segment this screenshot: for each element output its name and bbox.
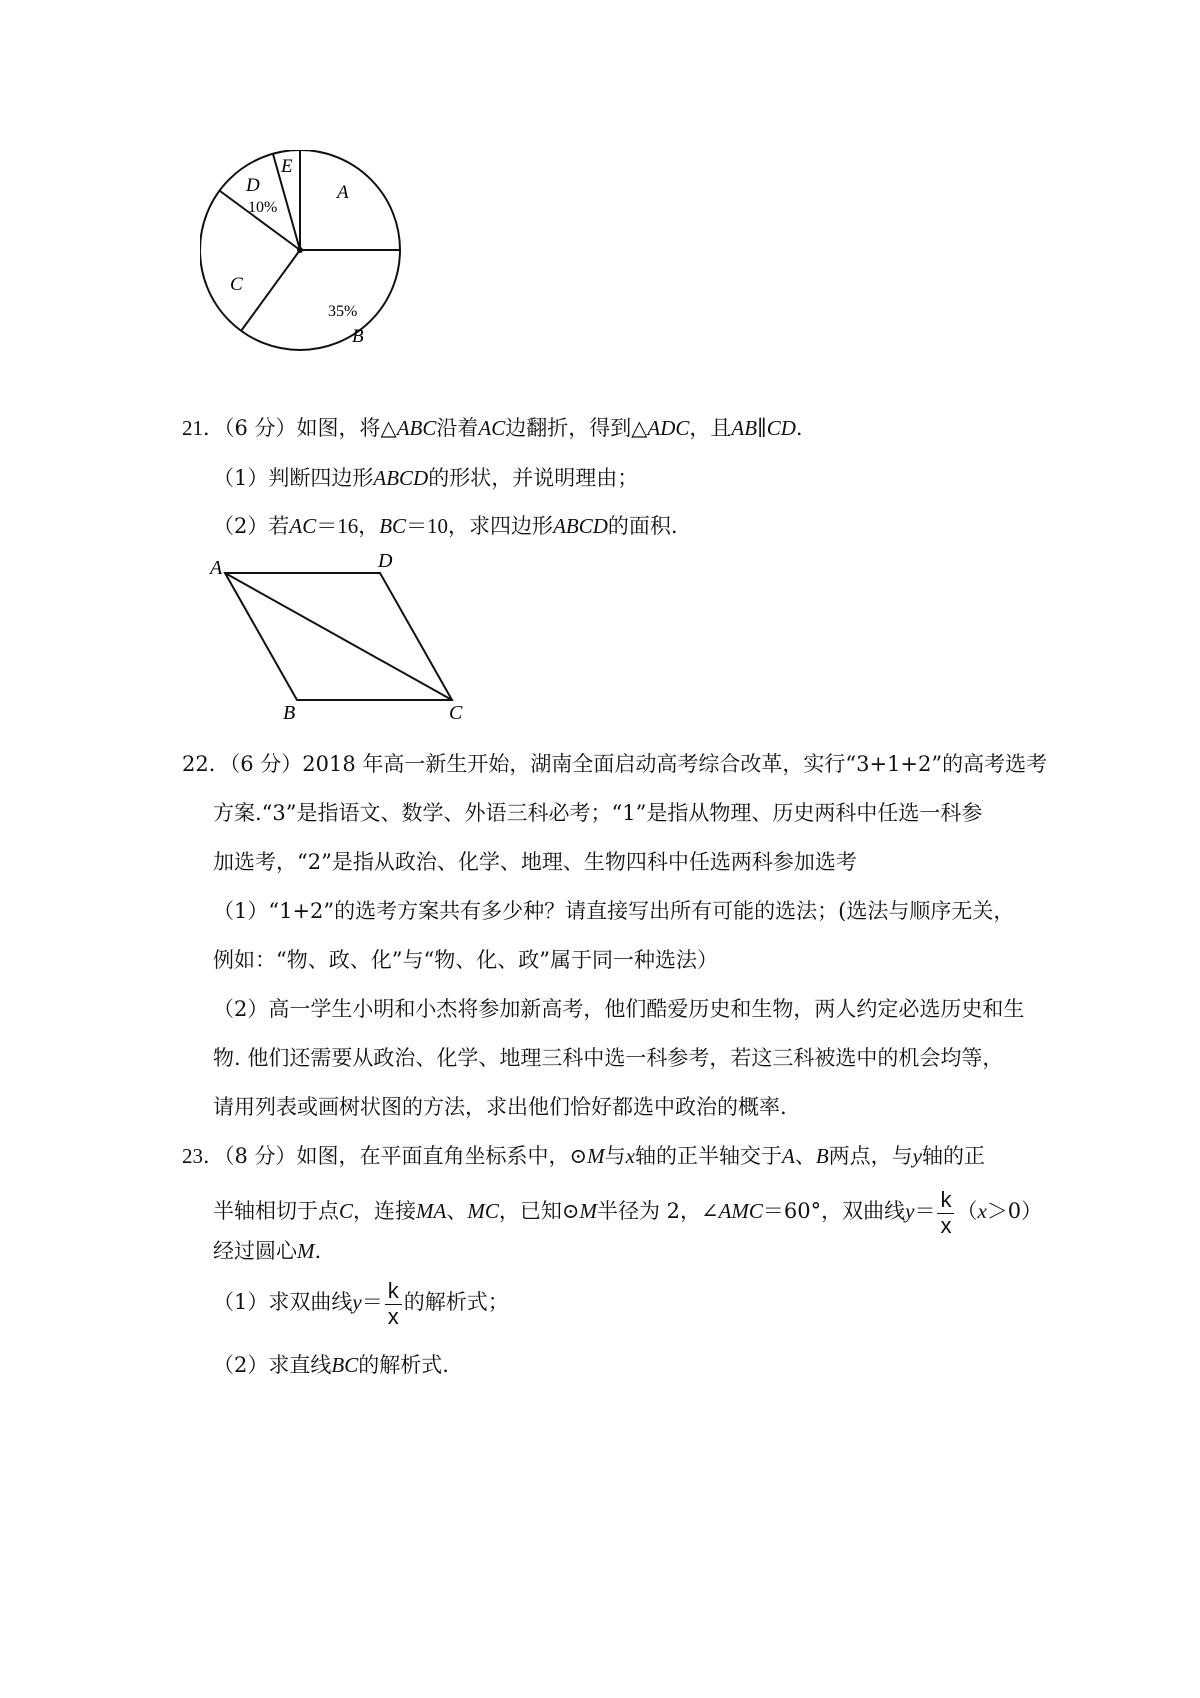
q23-m: M [587,1144,605,1168]
q23-l2-f: ＝60°，双曲线 [762,1199,906,1223]
q23-fraction [937,1187,954,1238]
q23-amc: AMC [718,1199,763,1223]
pie-center-dot [297,247,303,253]
q22-line2: 方案.“3”是指语文、数学、外语三科必考；“1”是指从物理、历史两科中任选一科参 [213,801,983,825]
vertex-d-label: D [378,550,393,572]
q23-l3-b: . [314,1239,322,1263]
q23-c: C [339,1199,354,1223]
q23-l2-e: 半径为 2，∠ [596,1199,719,1223]
q22-part1-line2: 例如：“物、政、化”与“物、化、政”属于同一种选法） [213,948,718,972]
q23-cond-x: x [977,1199,987,1223]
q23-text-a: 如图，在平面直角坐标系中，⊙ [296,1144,588,1168]
q22-line1: 22．（6 分）2018 年高一新生开始，湖南全面启动高考综合改革，实行“3+1+2”的高考选考 [182,752,1048,776]
q21-part2-ac: AC [289,514,317,538]
q21-stem-text-2: 沿着 [436,416,479,440]
q23-p1-prefix: （1）求双曲线 [213,1290,353,1314]
q23-part1-fraction-numerator: k [385,1278,402,1305]
q21-part1 [213,462,638,492]
q23-text-d: 、 [794,1144,816,1168]
q23-text-c: 轴的正半轴交于 [634,1144,782,1168]
q21-ac: AC [478,416,506,440]
q22-line3: 加选考，“2”是指从政治、化学、地理、生物四科中任选两科参加选考 [213,850,857,874]
pie-label-e: E [281,156,293,177]
q21-abc: ABC [396,416,437,440]
q23-score: （8 分） [224,1144,297,1168]
q23-text-b: 与 [604,1144,626,1168]
q23-l2-c: 、 [446,1199,468,1223]
q23-fraction-denominator: x [940,1213,952,1238]
pie-label-b: B [352,326,364,347]
q23-p2-suffix: 的解析式. [358,1353,449,1377]
q21-stem [182,412,803,442]
pie-pct-d: 10% [248,199,278,216]
q23-cond-rest: ＞0） [986,1199,1043,1223]
q21-adc: ADC [647,416,690,440]
q23-mc: MC [467,1199,499,1223]
q21-part2-prefix: （2）若 [213,514,290,538]
q23-l3-a: 经过圆心 [213,1239,297,1263]
q21-stem-text: 如图，将△ [296,416,397,440]
pie-label-c: C [230,274,243,295]
q23-m-3: M [297,1239,315,1263]
q21-stem-text-3: 边翻折，得到△ [505,416,648,440]
q23-line3 [213,1235,321,1265]
q23-p2-prefix: （2）求直线 [213,1353,332,1377]
q21-part1-suffix: 的形状，并说明理由； [428,466,639,490]
q23-cond-open: （ [956,1199,978,1223]
pie-line-bc [241,250,300,331]
q21-stem-text-5: . [795,416,803,440]
q22-part2-line2: 物. 他们还需要从政治、化学、地理三科中选一科参考，若这三科被选中的机会均等， [213,1046,1004,1070]
q23-a: A [781,1144,795,1168]
q23-number: 23． [182,1144,224,1168]
q21-number: 21． [182,416,224,440]
q23-y: y [912,1144,922,1168]
pie-figure [200,150,440,380]
pie-pct-b: 35% [328,303,358,320]
q23-text-f: 轴的正 [921,1144,985,1168]
q22-part2-line1: （2）高一学生小明和小杰将参加新高考，他们酷爱历史和生物，两人约定必选历史和生 [213,997,1025,1021]
q23-line1 [182,1140,985,1170]
diagonal-ac [225,573,452,700]
q21-part2-eq1: ＝16， [316,514,380,538]
q23-part1-fraction [385,1278,402,1329]
q23-l2-b: ，连接 [353,1199,417,1223]
q23-m-2: M [579,1199,597,1223]
q21-part2 [213,510,678,540]
q21-part2-abcd: ABCD [553,514,608,538]
q23-p1-y: y [352,1290,362,1314]
q21-stem-text-4: ，且 [689,416,732,440]
q21-score: （6 分） [224,416,297,440]
q23-l2-d: ，已知⊙ [498,1199,580,1223]
q21-part2-suffix: 的面积. [607,514,678,538]
q21-part1-prefix: （1）判断四边形 [213,466,374,490]
q23-part1-fraction-denominator: x [387,1304,399,1329]
q21-part2-eq2: ＝10，求四边形 [406,514,554,538]
vertex-c-label: C [449,702,463,724]
q23-eq-y: y [905,1199,915,1223]
q23-line2 [213,1185,1042,1238]
q21-part1-abcd: ABCD [373,466,429,490]
q23-p1-suffix: 的解析式； [403,1290,509,1314]
q23-ma: MA [416,1199,447,1223]
q23-p1-eq: ＝ [361,1290,383,1314]
q23-x: x [625,1144,635,1168]
q23-part2 [213,1349,449,1379]
vertex-a-label: A [210,557,223,579]
q21-parallel: AB∥CD [731,416,796,440]
q21-part2-bc: BC [379,514,407,538]
pie-label-a: A [337,182,349,203]
q23-part1 [213,1276,509,1329]
pie-label-d: D [246,175,260,196]
q23-l2-a: 半轴相切于点 [213,1199,339,1223]
q22-part2-line3: 请用列表或画树状图的方法，求出他们恰好都选中政治的概率. [213,1095,787,1119]
q23-p2-bc: BC [331,1353,359,1377]
vertex-b-label: B [283,702,296,724]
q23-b: B [815,1144,829,1168]
q23-text-e: 两点，与 [828,1144,913,1168]
q23-eq-sign: ＝ [914,1199,936,1223]
parallelogram-figure [200,550,480,725]
q22-part1-line1: （1）“1+2”的选考方案共有多少种？请直接写出所有可能的选法；(选法与顺序无关， [213,899,1015,923]
q23-fraction-numerator: k [937,1187,954,1214]
